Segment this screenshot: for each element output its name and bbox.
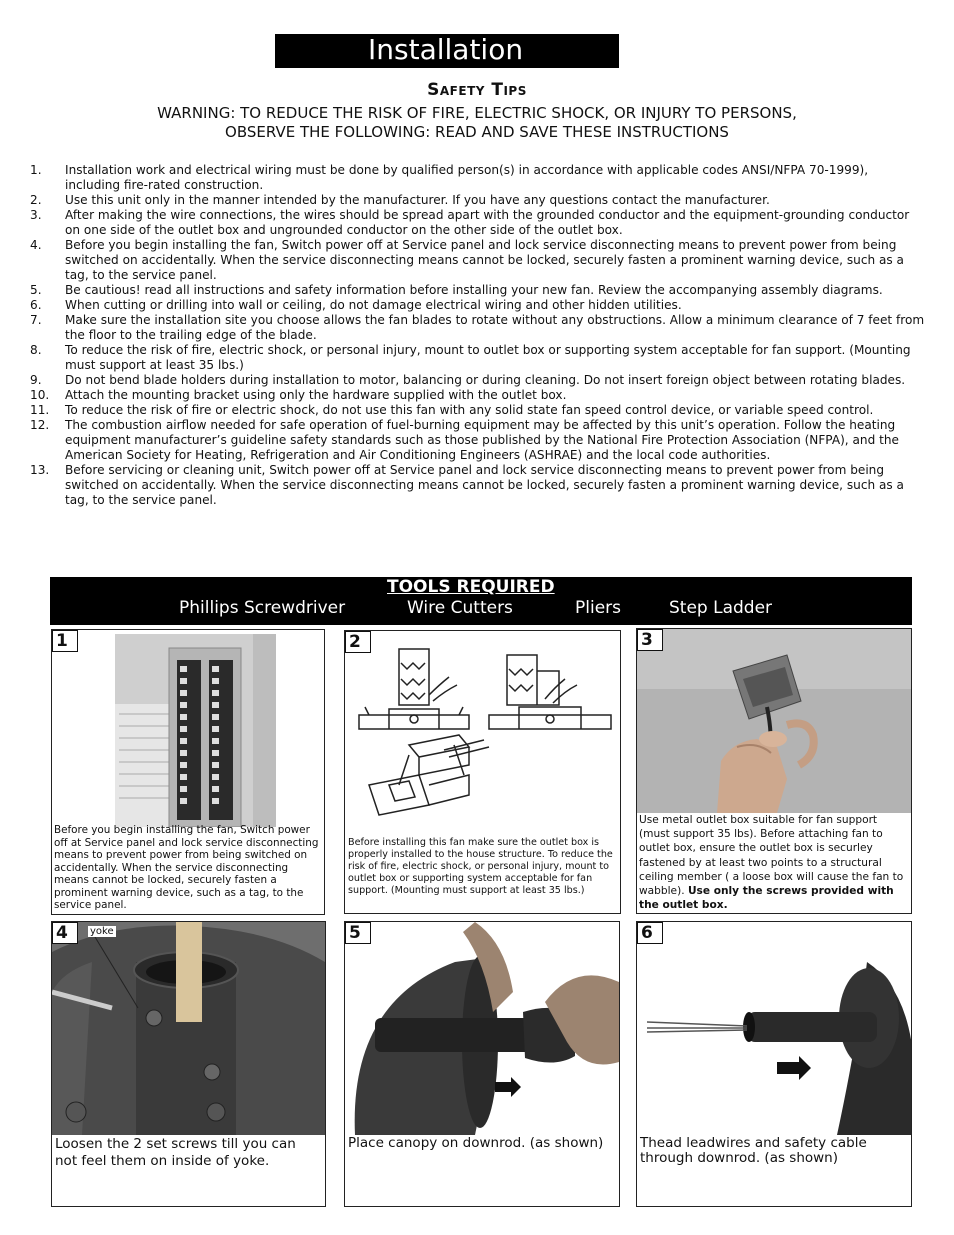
- item-text: Be cautious! read all instructions and safety information before installing your new fan. Review the accompanying assembly diagrams.: [65, 283, 883, 297]
- tool-item: Pliers: [575, 598, 622, 618]
- list-item: [30, 298, 926, 313]
- step-1-panel: [51, 629, 325, 915]
- service-panel-photo: [115, 634, 276, 827]
- item-number: 12.: [30, 418, 50, 432]
- list-item: [30, 373, 926, 388]
- step-5-panel: [344, 921, 620, 1207]
- item-number: 6.: [30, 298, 42, 312]
- safety-tips-heading: Safety Tips: [427, 80, 527, 100]
- tools-required-bar: [50, 577, 912, 625]
- step-number: 6: [637, 922, 663, 944]
- list-item: [30, 463, 926, 508]
- item-text: Before you begin installing the fan, Switch power off at Service panel and lock service disconnecting means to prevent power from being switched on accidentally. When the service disconnecting means cannot be locked, securely fasten a prominent warning device, such as a tag, to the service panel.: [65, 238, 904, 282]
- tools-title: TOOLS REQUIRED: [387, 577, 555, 597]
- item-number: 9.: [30, 373, 42, 387]
- list-item: [30, 283, 926, 298]
- step-6-panel: [636, 921, 912, 1207]
- step-caption: Before installing this fan make sure the outlet box is properly installed to the house structure. To reduce the risk of fire, electric shock, or personal injury, mount to outlet box or supporting system acceptable for fan support. (Mounting must support at least 35 lbs.): [348, 837, 613, 896]
- list-item: [30, 403, 926, 418]
- step-2-panel: [344, 630, 621, 914]
- yoke-label: yoke: [90, 926, 114, 937]
- item-number: 2.: [30, 193, 42, 207]
- step-number: 4: [52, 922, 78, 944]
- step-caption: Place canopy on downrod. (as shown): [348, 1135, 604, 1151]
- item-number: 3.: [30, 208, 42, 222]
- tool-item: Wire Cutters: [407, 598, 513, 618]
- item-number: 5.: [30, 283, 42, 297]
- list-item: [30, 208, 926, 238]
- item-text: Make sure the installation site you choose allows the fan blades to rotate without any obstructions. Allow a minimum clearance of 7 feet from the floor to the trailing edge of the blade.: [65, 313, 925, 342]
- list-item: [30, 313, 926, 343]
- list-item: [30, 388, 926, 403]
- item-text: When cutting or drilling into wall or ceiling, do not damage electrical wiring and other hidden utilities.: [65, 298, 682, 312]
- list-item: [30, 238, 926, 283]
- page-title: Installation: [275, 34, 619, 68]
- item-text: The combustion airflow needed for safe operation of fuel-burning equipment may be affected by this unit’s operation. Follow the heating equipment manufacturer’s guideline safety standards such as those published by the National Fire Protection Association (NFPA), and the American Society for Heating, Refrigeration and Air Conditioning Engineers (ASHRAE) and the local code authorities.: [65, 418, 899, 462]
- step-3-panel: [636, 628, 912, 914]
- warning-line-2: OBSERVE THE FOLLOWING: READ AND SAVE THESE INSTRUCTIONS: [225, 123, 729, 141]
- step-caption: Loosen the 2 set screws till you can not feel them on inside of yoke.: [55, 1136, 296, 1169]
- warning-text: [0, 104, 954, 142]
- step-number: 3: [637, 629, 663, 651]
- outlet-box-photo: [637, 629, 911, 813]
- warning-line-1: WARNING: TO REDUCE THE RISK OF FIRE, ELECTRIC SHOCK, OR INJURY TO PERSONS,: [157, 104, 797, 122]
- list-item: [30, 163, 926, 193]
- step-caption-text: Use metal outlet box suitable for fan support (must support 35 lbs). Before attaching fan to outlet box, ensure the outlet box is securley fastened by at least two points to a structural ceiling member ( a loose box will cause the fan to wabble).: [639, 814, 904, 898]
- item-text: Attach the mounting bracket using only the hardware supplied with the outlet box.: [65, 388, 567, 402]
- list-item: [30, 193, 926, 208]
- safety-tips-list: [30, 163, 926, 508]
- item-number: 13.: [30, 463, 50, 477]
- step-number: 1: [52, 630, 78, 652]
- item-text: To reduce the risk of fire, electric shock, or personal injury, mount to outlet box or supporting system acceptable for fan support. (Mounting must support at least 35 lbs.): [65, 343, 911, 372]
- outlet-box-diagram: [349, 635, 619, 835]
- step-4-panel: [51, 921, 326, 1207]
- item-number: 7.: [30, 313, 42, 327]
- list-item: [30, 343, 926, 373]
- step-number: 2: [345, 631, 371, 653]
- item-text: Do not bend blade holders during installation to motor, balancing or during cleaning. Do not insert foreign object between rotating blades.: [65, 373, 906, 387]
- canopy-photo: [345, 922, 619, 1135]
- step-caption: [639, 813, 911, 912]
- item-number: 10.: [30, 388, 50, 402]
- step-number: 5: [345, 922, 371, 944]
- list-item: [30, 418, 926, 463]
- item-text: After making the wire connections, the wires should be spread apart with the grounded conductor and the equipment-grounding conductor on one side of the outlet box and ungrounded conductor on the other side of the outlet box.: [65, 208, 910, 237]
- item-number: 11.: [30, 403, 50, 417]
- step-caption: Before you begin installing the fan, Switch power off at Service panel and lock service disconnecting means to prevent power from being switched on accidentally. When the service disconnecting means cannot be locked, securely fasten a prominent warning device, such as a tag, to the service panel.: [54, 824, 319, 911]
- tool-item: Phillips Screwdriver: [179, 598, 346, 618]
- item-text: Installation work and electrical wiring must be done by qualified person(s) in accordance with applicable codes ANSI/NFPA 70-1999), including fire-rated construction.: [65, 163, 869, 192]
- item-text: Use this unit only in the manner intended by the manufacturer. If you have any questions contact the manufacturer.: [65, 193, 770, 207]
- item-number: 8.: [30, 343, 42, 357]
- tool-item: Step Ladder: [669, 598, 773, 618]
- item-text: Before servicing or cleaning unit, Switch power off at Service panel and lock service disconnecting means to prevent power from being switched on accidentally. When the service disconnecting means cannot be locked, securely fasten a prominent warning device, such as a tag, to the service panel.: [65, 463, 904, 507]
- item-number: 1.: [30, 163, 42, 177]
- step-caption: Thead leadwires and safety cable through downrod. (as shown): [640, 1135, 867, 1166]
- step-caption-bold: Use only the screws provided with the outlet box.: [639, 885, 894, 912]
- item-number: 4.: [30, 238, 42, 252]
- yoke-photo: [52, 922, 325, 1135]
- downrod-photo: [637, 922, 911, 1135]
- item-text: To reduce the risk of fire or electric shock, do not use this fan with any solid state fan speed control device, or variable speed control.: [65, 403, 874, 417]
